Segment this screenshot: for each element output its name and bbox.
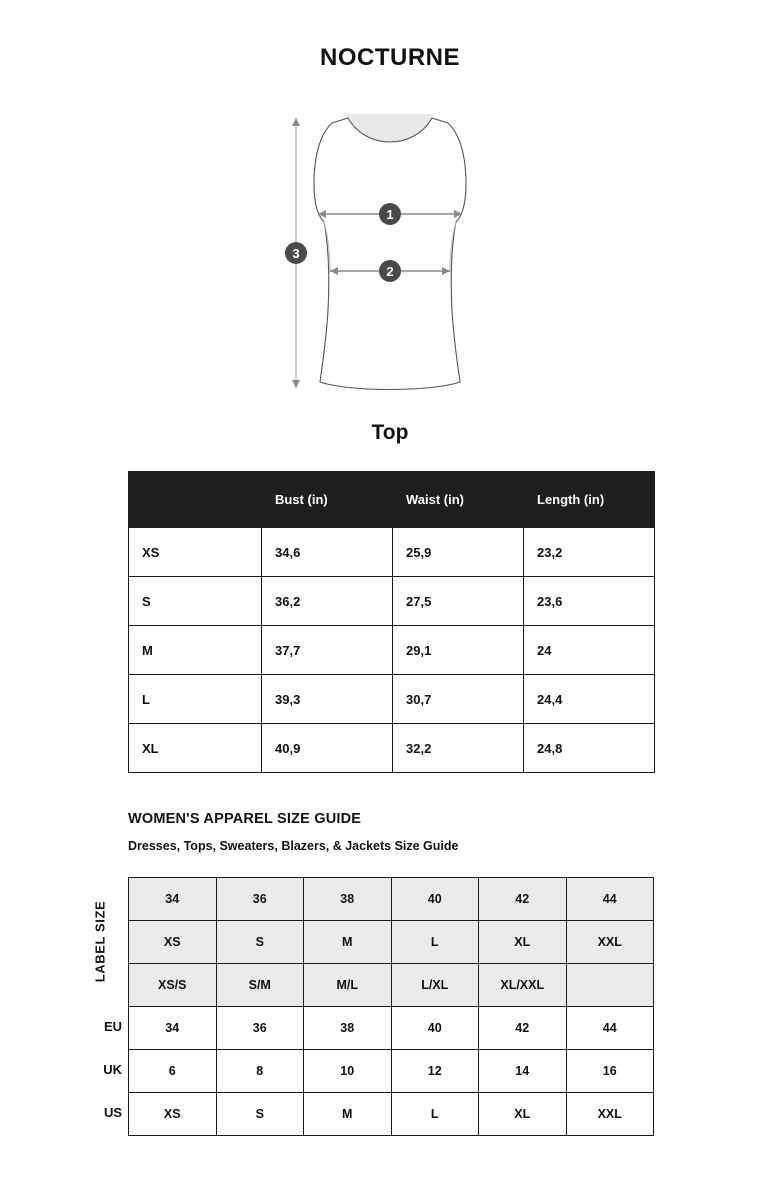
size-conversion-section [78,877,654,1135]
conv-cell: S [216,1093,304,1136]
conv-cell: XXL [566,1093,654,1136]
conv-cell: 34 [129,878,217,921]
conv-cell: 34 [129,1007,217,1050]
conv-cell: 36 [216,1007,304,1050]
label-size-axis [78,877,122,1005]
cell-length: 24 [524,626,655,675]
conv-cell: XS [129,1093,217,1136]
table-row [129,921,654,964]
table-row [129,724,655,773]
cell-bust: 36,2 [262,577,393,626]
header-size [129,472,262,528]
conv-cell: 40 [391,1007,479,1050]
cell-size: S [129,577,262,626]
conv-cell: 12 [391,1050,479,1093]
cell-waist: 27,5 [393,577,524,626]
conv-cell: M [304,921,392,964]
cell-size: XL [129,724,262,773]
conv-cell: 38 [304,878,392,921]
conv-cell: M/L [304,964,392,1007]
header-length: Length (in) [524,472,655,528]
cell-size: L [129,675,262,724]
garment-diagram [0,104,780,404]
conv-cell: 42 [479,878,567,921]
table-row [129,878,654,921]
cell-length: 23,6 [524,577,655,626]
cell-bust: 37,7 [262,626,393,675]
cell-bust: 40,9 [262,724,393,773]
table-row [129,577,655,626]
cell-length: 24,4 [524,675,655,724]
table-row [129,1007,654,1050]
measurement-table-header-row [129,472,655,528]
cell-length: 23,2 [524,528,655,577]
conv-cell: 36 [216,878,304,921]
conv-cell: 10 [304,1050,392,1093]
table-row [129,626,655,675]
cell-length: 24,8 [524,724,655,773]
marker-1-label: 1 [386,207,394,222]
cell-waist: 29,1 [393,626,524,675]
conv-cell: XXL [566,921,654,964]
conv-cell: XS [129,921,217,964]
page-title: NOCTURNE [320,44,460,71]
conv-cell: 14 [479,1050,567,1093]
conv-cell: 44 [566,1007,654,1050]
table-row [129,1050,654,1093]
conv-cell: XL/XXL [479,964,567,1007]
measurement-table [128,471,655,773]
label-size-axis-text: LABEL SIZE [92,900,108,982]
conv-cell: XS/S [129,964,217,1007]
conv-cell: L [391,1093,479,1136]
size-guide-subtitle: Dresses, Tops, Sweaters, Blazers, & Jackets Size Guide [128,839,459,853]
conv-cell: 16 [566,1050,654,1093]
conv-cell: 6 [129,1050,217,1093]
conv-cell: XL [479,1093,567,1136]
marker-2-label: 2 [386,264,394,279]
cell-waist: 30,7 [393,675,524,724]
table-row [129,964,654,1007]
size-conversion-table [128,877,654,1136]
garment-outline [314,118,466,390]
cell-bust: 39,3 [262,675,393,724]
header-bust: Bust (in) [262,472,393,528]
header-waist: Waist (in) [393,472,524,528]
table-row [129,675,655,724]
conv-cell: L/XL [391,964,479,1007]
cell-size: XS [129,528,262,577]
cell-waist: 32,2 [393,724,524,773]
conv-cell: 44 [566,878,654,921]
conv-cell: 8 [216,1050,304,1093]
conv-cell: 38 [304,1007,392,1050]
conv-cell: S/M [216,964,304,1007]
table-row [129,528,655,577]
conv-cell-empty [566,964,654,1007]
cell-size: M [129,626,262,675]
table-row [129,1093,654,1136]
row-label-us: US [103,1105,122,1120]
conv-cell: S [216,921,304,964]
row-label-uk: UK [103,1062,122,1077]
conv-cell: L [391,921,479,964]
cell-bust: 34,6 [262,528,393,577]
size-guide-title: WOMEN'S APPAREL SIZE GUIDE [128,811,362,827]
conv-cell: XL [479,921,567,964]
garment-type-label: Top [371,421,409,444]
row-label-eu: EU [103,1019,122,1034]
cell-waist: 25,9 [393,528,524,577]
conv-cell: M [304,1093,392,1136]
marker-3-label: 3 [292,246,300,261]
conv-cell: 42 [479,1007,567,1050]
conv-cell: 40 [391,878,479,921]
garment-illustration-svg [280,104,500,404]
